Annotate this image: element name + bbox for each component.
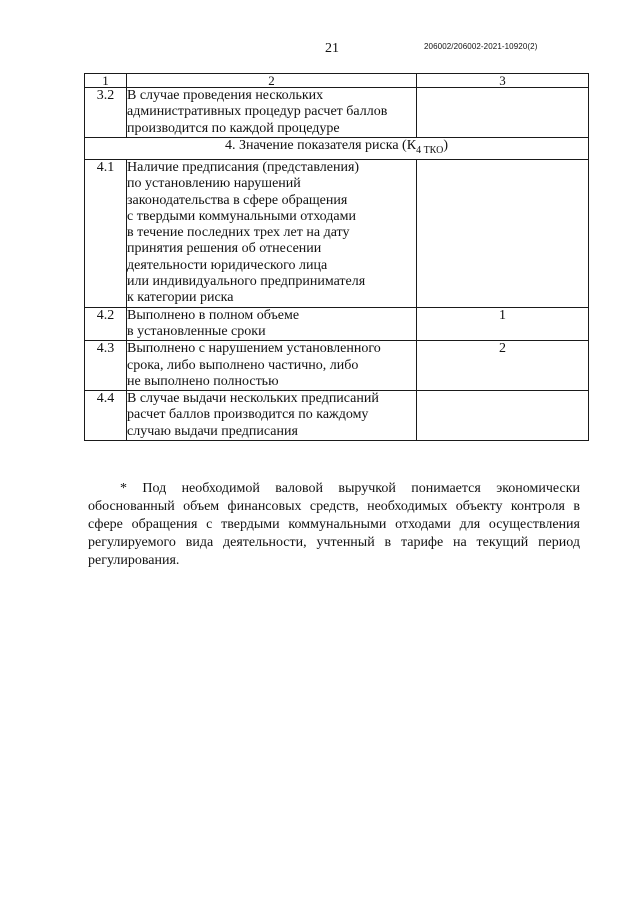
description-line: по установлению нарушений bbox=[127, 176, 301, 192]
description-line: или индивидуального предпринимателя bbox=[127, 274, 366, 290]
row-score bbox=[417, 391, 589, 441]
description-line: расчет баллов производится по каждому bbox=[127, 407, 369, 423]
description-line: В случае выдачи нескольких предписаний bbox=[127, 391, 379, 407]
row-description bbox=[127, 307, 417, 341]
description-line: срока, либо выполнено частично, либо bbox=[127, 357, 359, 373]
table-row-3-2 bbox=[85, 88, 589, 138]
description-line: к категории риска bbox=[127, 290, 234, 306]
table-header-row bbox=[85, 74, 589, 88]
table-row-4-2 bbox=[85, 307, 589, 341]
description-line: не выполнено полностью bbox=[127, 373, 279, 389]
row-number: 3.2 bbox=[85, 88, 127, 138]
row-description bbox=[127, 391, 417, 441]
row-score: 2 bbox=[417, 341, 589, 391]
description-line: административных процедур расчет баллов bbox=[127, 104, 388, 120]
table-row-4-1 bbox=[85, 159, 589, 307]
description-line: В случае проведения нескольких bbox=[127, 88, 324, 103]
risk-indicator-table bbox=[84, 73, 589, 441]
section-title-subscript: 4 ТКО bbox=[416, 144, 444, 156]
column-header-2: 2 bbox=[127, 74, 417, 88]
description-line: Выполнено с нарушением установленного bbox=[127, 341, 381, 357]
row-score: 1 bbox=[417, 307, 589, 341]
description-line: производится по каждой процедуре bbox=[127, 120, 340, 136]
description-line: Выполнено в полном объеме bbox=[127, 307, 300, 323]
section-row-4 bbox=[85, 137, 589, 159]
row-number: 4.1 bbox=[85, 159, 127, 307]
row-score bbox=[417, 159, 589, 307]
description-line: в установленные сроки bbox=[127, 323, 266, 339]
description-line: принятия решения об отнесении bbox=[127, 241, 322, 257]
footnote-text: * Под необходимой валовой выручкой понимается экономически обоснованный объем финансовых средств, необходимых объекту контроля в сфере обращения с твердыми коммунальными отходами для осуществления регулируемого вида деятельности, учтенный в тарифе на текущий период регулирования. bbox=[88, 481, 580, 568]
row-description bbox=[127, 88, 417, 138]
description-line: Наличие предписания (представления) bbox=[127, 159, 360, 175]
description-line: деятельности юридического лица bbox=[127, 257, 328, 273]
page-number: 21 bbox=[325, 41, 339, 56]
description-line: в течение последних трех лет на дату bbox=[127, 225, 350, 241]
column-header-1: 1 bbox=[85, 74, 127, 88]
row-number: 4.4 bbox=[85, 391, 127, 441]
row-number: 4.2 bbox=[85, 307, 127, 341]
description-line: с твердыми коммунальными отходами bbox=[127, 208, 356, 224]
row-score bbox=[417, 88, 589, 138]
section-title-prefix: 4. Значение показателя риска (К bbox=[225, 137, 417, 153]
row-description bbox=[127, 159, 417, 307]
table-row-4-4 bbox=[85, 391, 589, 441]
footnote bbox=[88, 480, 580, 570]
document-code: 206002/206002-2021-10920(2) bbox=[424, 42, 538, 51]
section-title-suffix: ) bbox=[443, 137, 448, 153]
row-description bbox=[127, 341, 417, 391]
description-line: законодательства в сфере обращения bbox=[127, 192, 348, 208]
row-number: 4.3 bbox=[85, 341, 127, 391]
description-line: случаю выдачи предписания bbox=[127, 423, 298, 439]
column-header-3: 3 bbox=[417, 74, 589, 88]
section-title bbox=[85, 137, 589, 159]
table-row-4-3 bbox=[85, 341, 589, 391]
